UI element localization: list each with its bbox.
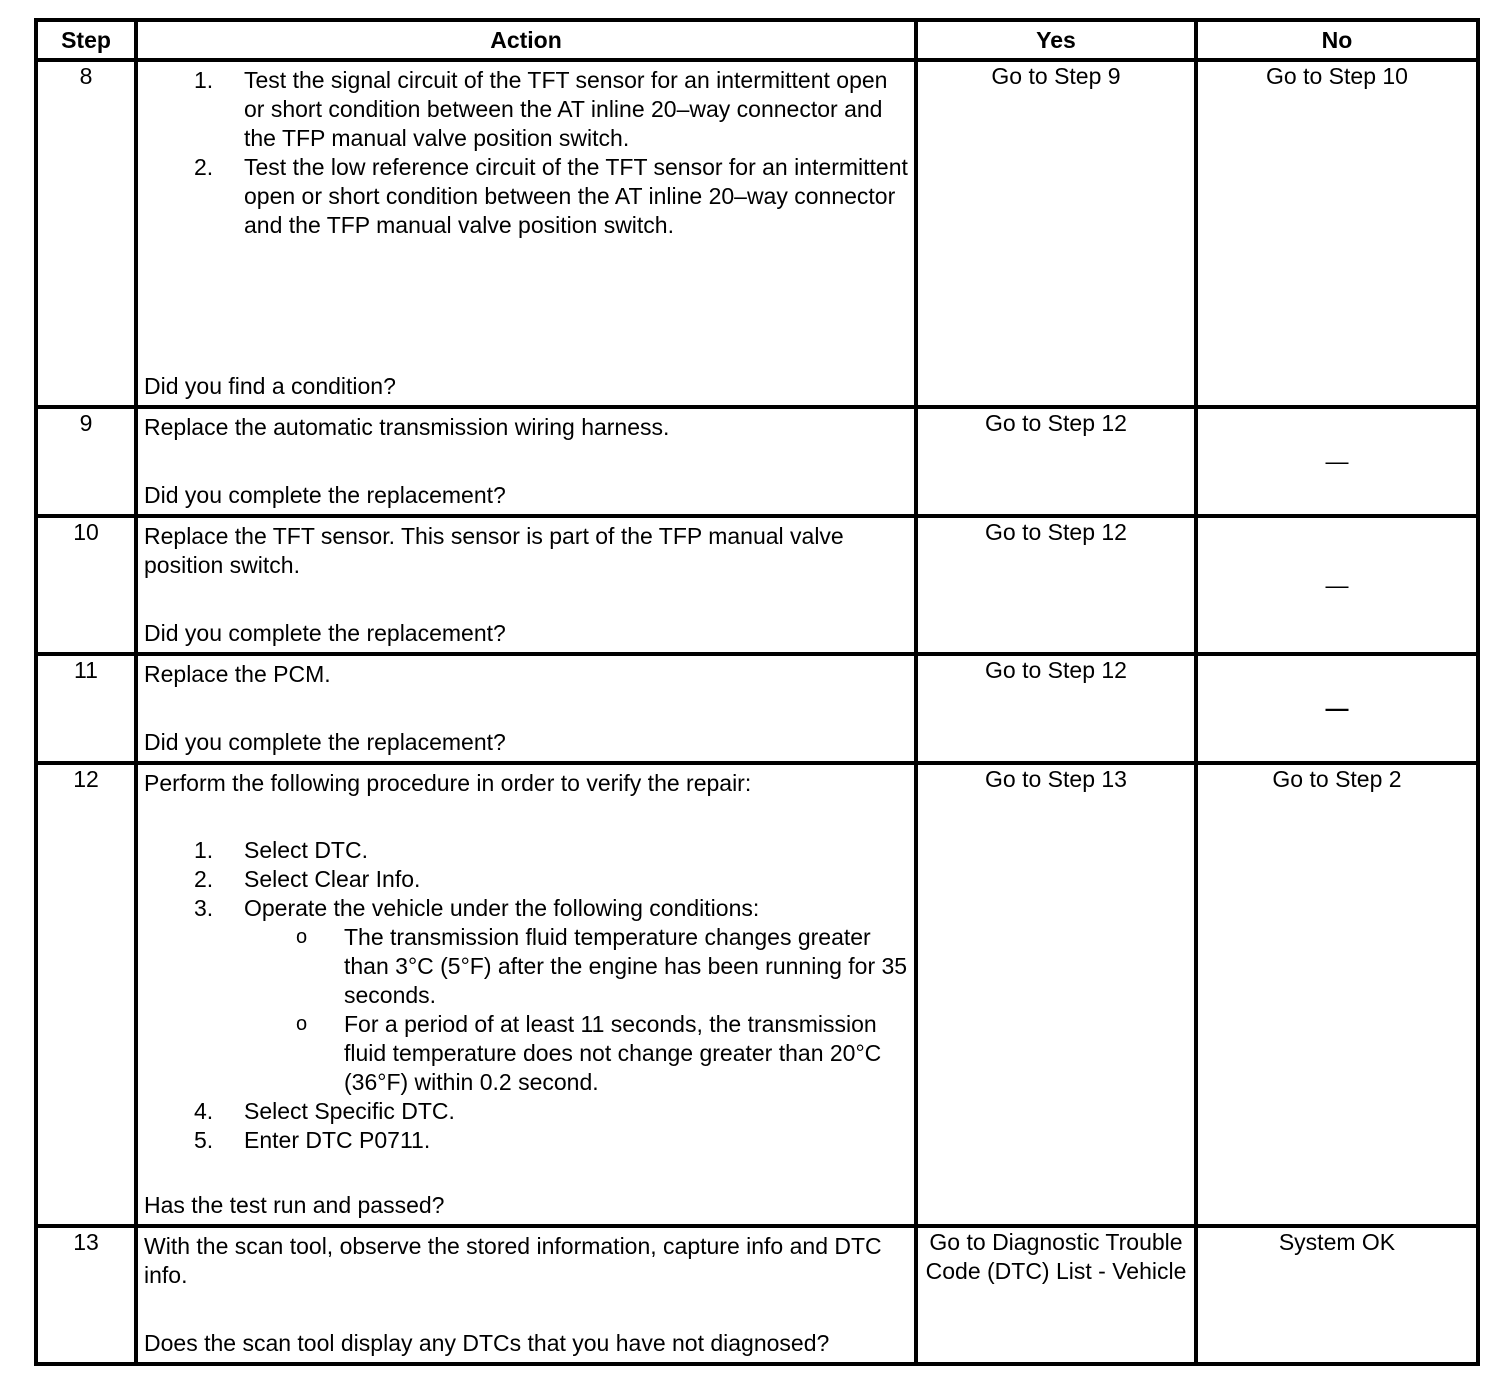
question-text: Did you complete the replacement? — [144, 482, 506, 508]
question-text: Did you complete the replacement? — [144, 620, 506, 646]
yes-cell: Go to Step 13 — [916, 763, 1196, 1226]
action-cell — [136, 1226, 916, 1364]
action-cell — [136, 516, 916, 654]
action-steps-continued — [144, 1097, 910, 1155]
action-text: Replace the TFT sensor. This sensor is part of the TFP manual valve position switch. — [144, 523, 844, 578]
table-row — [36, 407, 1478, 516]
yes-cell: Go to Step 12 — [916, 516, 1196, 654]
header-yes: Yes — [916, 20, 1196, 60]
table-row — [36, 1226, 1478, 1364]
table-row — [36, 516, 1478, 654]
question-text: Does the scan tool display any DTCs that you have not diagnosed? — [144, 1330, 830, 1356]
yes-cell: Go to Step 9 — [916, 60, 1196, 407]
no-cell: — — [1196, 516, 1478, 654]
sub-list-item-text: The transmission fluid temperature changes greater than 3°C (5°F) after the engine has been running for 35 seconds. — [344, 924, 908, 1008]
table-row — [36, 654, 1478, 763]
table-row — [36, 60, 1478, 407]
action-cell — [136, 407, 916, 516]
list-item: 2. Test the low reference circuit of the TFT sensor for an intermittent open or short condition between the AT inline 20–way connector and the TFP manual valve position switch. — [194, 154, 908, 238]
yes-cell: Go to Diagnostic Trouble Code (DTC) List - Vehicle — [916, 1226, 1196, 1364]
no-cell: Go to Step 2 — [1196, 763, 1478, 1226]
list-item-text: Operate the vehicle under the following conditions: — [244, 895, 760, 921]
yes-cell: Go to Step 12 — [916, 407, 1196, 516]
header-no: No — [1196, 20, 1478, 60]
header-action: Action — [136, 20, 916, 60]
action-cell — [136, 654, 916, 763]
circle-bullet-icon: o — [296, 926, 308, 948]
list-item-text: Test the signal circuit of the TFT sensor for an intermittent open or short condition between the AT inline 20–way connector and the TFP manual valve position switch. — [244, 67, 888, 151]
table-row — [36, 763, 1478, 1226]
step-number: 11 — [36, 654, 136, 763]
diagnostic-procedure-table — [34, 18, 1480, 1366]
header-step: Step — [36, 20, 136, 60]
list-item-text: Enter DTC P0711. — [244, 1127, 431, 1153]
action-text: Replace the automatic transmission wiring harness. — [144, 414, 670, 440]
step-number: 8 — [36, 60, 136, 407]
question-text: Has the test run and passed? — [144, 1192, 445, 1218]
list-item: 3. Operate the vehicle under the following conditions: — [194, 895, 760, 921]
list-item-text: Test the low reference circuit of the TFT sensor for an intermittent open or short condition between the AT inline 20–way connector and the TFP manual valve position switch. — [244, 154, 908, 238]
action-intro: Perform the following procedure in order to verify the repair: — [144, 770, 752, 796]
table-header-row — [36, 20, 1478, 60]
no-cell: Go to Step 10 — [1196, 60, 1478, 407]
no-cell: — — [1196, 407, 1478, 516]
list-item: 1. Test the signal circuit of the TFT sensor for an intermittent open or short condition between the AT inline 20–way connector and the TFP manual valve position switch. — [194, 67, 888, 151]
action-text: With the scan tool, observe the stored information, capture info and DTC info. — [144, 1233, 882, 1288]
question-text: Did you complete the replacement? — [144, 729, 506, 755]
no-cell: — — [1196, 654, 1478, 763]
step-number: 12 — [36, 763, 136, 1226]
action-cell — [136, 763, 916, 1226]
list-item: 4. Select Specific DTC. — [194, 1098, 455, 1124]
action-steps — [144, 836, 910, 923]
circle-bullet-icon: o — [296, 1013, 308, 1035]
sub-list-item-text: For a period of at least 11 seconds, the transmission fluid temperature does not change greater than 20°C (36°F) within 0.2 second. — [344, 1011, 882, 1095]
sub-list-item — [244, 1010, 910, 1097]
list-item-text: Select Clear Info. — [244, 866, 421, 892]
sub-conditions — [244, 923, 910, 1097]
step-number: 10 — [36, 516, 136, 654]
yes-cell: Go to Step 12 — [916, 654, 1196, 763]
list-item-text: Select DTC. — [244, 837, 368, 863]
sub-list-item — [244, 923, 910, 1010]
list-item: 1. Select DTC. — [194, 837, 368, 863]
step-number: 13 — [36, 1226, 136, 1364]
action-steps — [144, 66, 910, 240]
action-text: Replace the PCM. — [144, 661, 331, 687]
step-number: 9 — [36, 407, 136, 516]
list-item-text: Select Specific DTC. — [244, 1098, 455, 1124]
action-cell — [136, 60, 916, 407]
question-text: Did you find a condition? — [144, 373, 396, 399]
list-item: 5. Enter DTC P0711. — [194, 1127, 431, 1153]
no-cell: System OK — [1196, 1226, 1478, 1364]
list-item: 2. Select Clear Info. — [194, 866, 421, 892]
